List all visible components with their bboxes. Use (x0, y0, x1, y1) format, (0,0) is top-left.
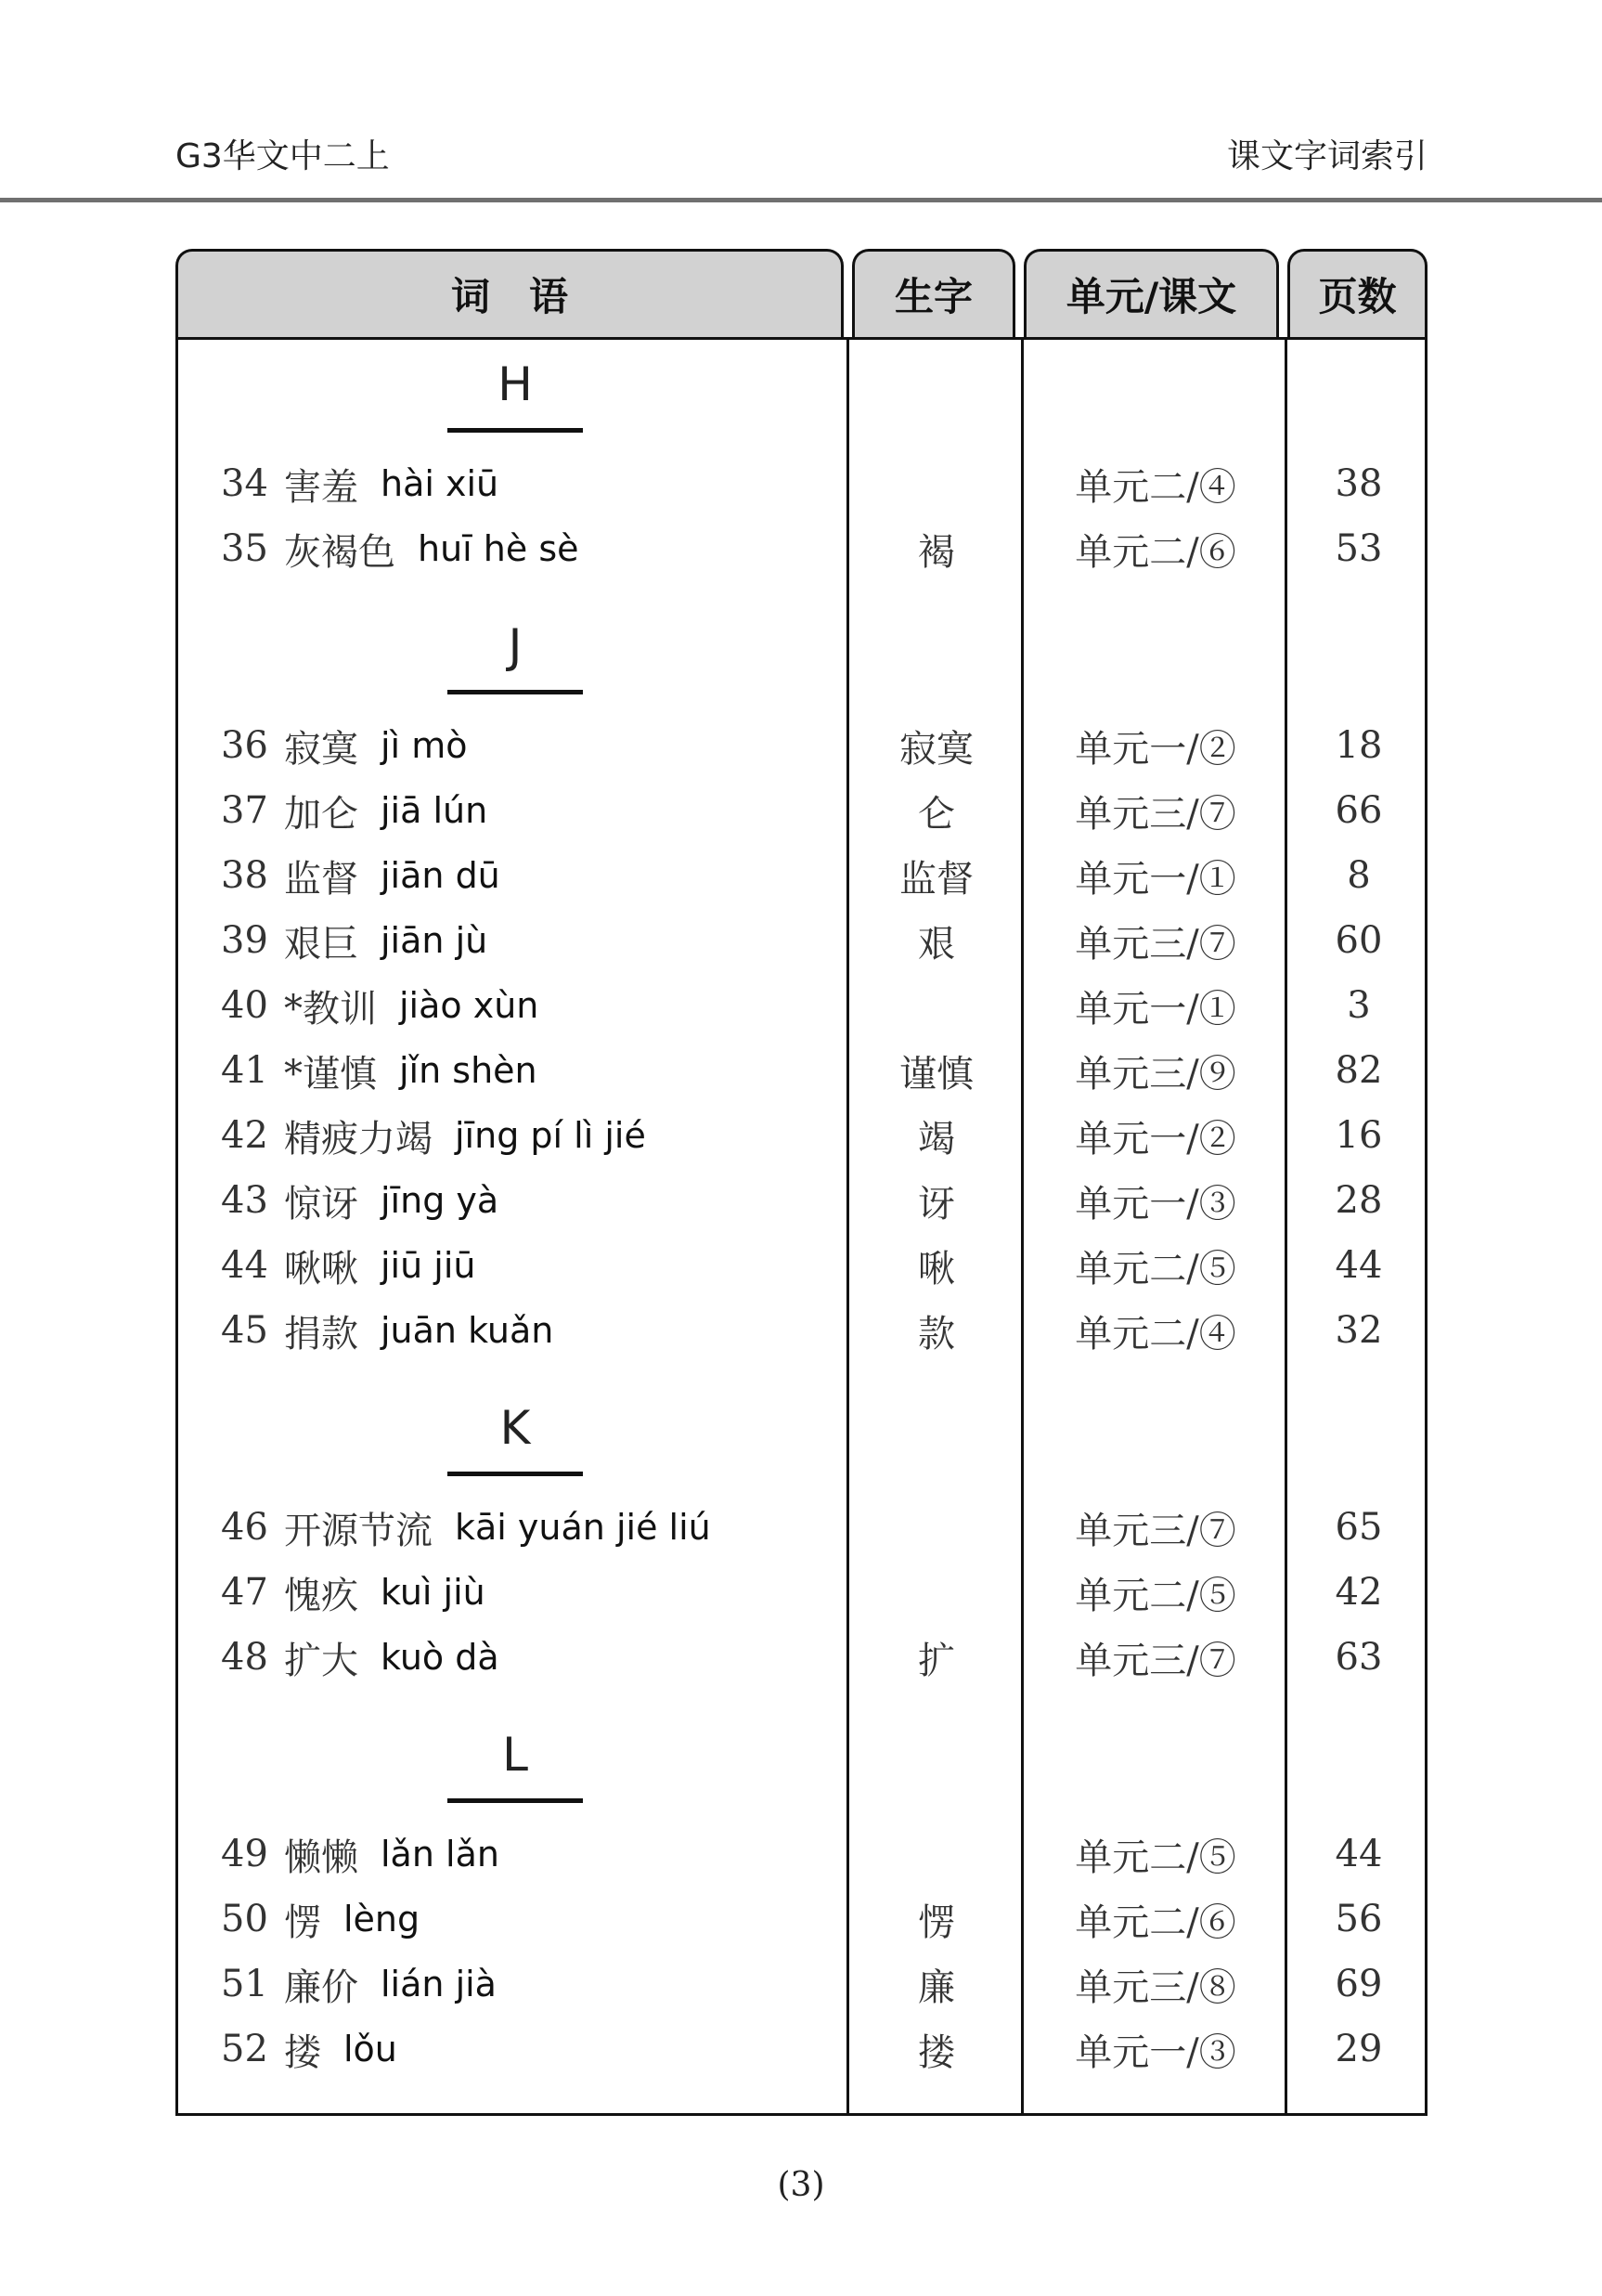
section-heading (178, 1363, 1425, 1495)
entry-pinyin: jīng pí lì jié (455, 1115, 646, 1156)
entry-pinyin: jiān dū (381, 855, 500, 896)
section-title: 课文字词索引 (1226, 137, 1428, 175)
entry-word: 灰褐色 (284, 530, 395, 574)
table-row (178, 1495, 1425, 1560)
entry-pinyin: lèng (343, 1899, 420, 1939)
new-character-cell: 仑 (918, 792, 955, 836)
entry-number: 50 (221, 1898, 268, 1940)
entry-pinyin: juān kuǎn (381, 1310, 554, 1351)
letter-underline (447, 428, 583, 433)
table-row (178, 1887, 1425, 1952)
entry-pinyin: kāi yuán jié liú (455, 1507, 711, 1548)
book-title: G3华文中二上 (175, 137, 390, 175)
page-cell: 66 (1335, 789, 1383, 832)
entry-pinyin: lǎn lǎn (381, 1834, 499, 1874)
entry-word: 捐款 (284, 1312, 358, 1356)
table-row (178, 1103, 1425, 1168)
unit-lesson-cell: 单元二/⑥ (1075, 530, 1236, 574)
table-row (178, 1298, 1425, 1363)
entry-number: 41 (221, 1049, 268, 1092)
page-cell: 29 (1335, 2028, 1383, 2070)
entry-number: 42 (221, 1114, 268, 1157)
table-row (178, 516, 1425, 581)
unit-lesson-cell: 单元三/⑦ (1075, 792, 1236, 836)
page-cell: 38 (1335, 462, 1383, 505)
entry-pinyin: huī hè sè (418, 528, 579, 569)
column-header-page: 页数 (1287, 249, 1428, 337)
table-row (178, 2017, 1425, 2082)
page-cell: 60 (1335, 919, 1383, 962)
unit-lesson-cell: 单元一/③ (1075, 2030, 1236, 2074)
entry-number: 47 (221, 1571, 268, 1614)
entry-number: 46 (221, 1506, 268, 1549)
unit-lesson-cell: 单元二/④ (1075, 1312, 1236, 1356)
word-cell (178, 1958, 849, 2011)
entry-word: 害羞 (284, 465, 358, 509)
new-character-cell: 讶 (918, 1182, 955, 1226)
unit-lesson-cell: 单元三/⑨ (1075, 1052, 1236, 1096)
unit-lesson-cell: 单元三/⑦ (1075, 922, 1236, 966)
page-cell: 44 (1335, 1244, 1383, 1287)
word-cell (178, 1566, 849, 1619)
unit-lesson-cell: 单元二/⑤ (1075, 1247, 1236, 1291)
section-letter: K (499, 1401, 531, 1455)
entry-word: 监督 (284, 857, 358, 901)
page-cell: 28 (1335, 1179, 1383, 1222)
new-character-cell: 褐 (918, 530, 955, 574)
entry-number: 48 (221, 1636, 268, 1679)
letter-underline (447, 1798, 583, 1803)
entry-pinyin: kuì jiù (381, 1572, 485, 1613)
word-cell (178, 458, 849, 511)
table-row (178, 1233, 1425, 1298)
new-character-cell: 扩 (918, 1639, 955, 1682)
entry-word: 加仑 (284, 792, 358, 836)
index-table (175, 337, 1428, 2116)
table-row (178, 1952, 1425, 2017)
word-cell (178, 1828, 849, 1881)
entry-number: 38 (221, 854, 268, 897)
section-heading (178, 581, 1425, 713)
entry-pinyin: lǒu (343, 2029, 397, 2069)
word-cell (178, 1174, 849, 1227)
word-cell (178, 1501, 849, 1554)
unit-lesson-cell: 单元二/⑤ (1075, 1836, 1236, 1879)
unit-lesson-cell: 单元二/⑤ (1075, 1574, 1236, 1617)
entry-word: 精疲力竭 (284, 1117, 433, 1161)
entry-word: 懒懒 (284, 1836, 358, 1879)
new-character-cell: 谨慎 (899, 1052, 974, 1096)
page-cell: 8 (1347, 854, 1371, 897)
word-cell (178, 2023, 849, 2076)
entry-word: 艰巨 (284, 922, 358, 966)
new-character-cell: 竭 (918, 1117, 955, 1161)
entry-pinyin: jì mò (381, 725, 468, 766)
new-character-cell: 款 (918, 1312, 955, 1356)
entry-number: 49 (221, 1833, 268, 1875)
new-character-cell: 廉 (918, 1965, 955, 2009)
new-character-cell: 艰 (918, 922, 955, 966)
page-cell: 42 (1335, 1571, 1383, 1614)
page-cell: 56 (1335, 1898, 1383, 1940)
unit-lesson-cell: 单元一/① (1075, 987, 1236, 1031)
section-heading (178, 340, 1425, 451)
entry-number: 43 (221, 1179, 268, 1222)
table-content (178, 340, 1425, 2082)
word-cell (178, 1044, 849, 1097)
entry-word: 搂 (284, 2030, 321, 2074)
letter-underline (447, 1472, 583, 1476)
entry-number: 45 (221, 1309, 268, 1352)
column-header-unit-lesson: 单元/课文 (1024, 249, 1279, 337)
section-letter: J (508, 619, 523, 673)
entry-pinyin: jīng yà (381, 1180, 499, 1221)
unit-lesson-cell: 单元一/③ (1075, 1182, 1236, 1226)
word-cell (178, 850, 849, 902)
new-character-cell: 监督 (899, 857, 974, 901)
page-cell: 18 (1335, 724, 1383, 767)
table-row (178, 908, 1425, 973)
new-character-cell: 搂 (918, 2030, 955, 2074)
word-cell (178, 785, 849, 837)
unit-lesson-cell: 单元二/⑥ (1075, 1900, 1236, 1944)
entry-number: 51 (221, 1963, 268, 2005)
entry-word: 愣 (284, 1900, 321, 1944)
section-heading (178, 1690, 1425, 1822)
entry-pinyin: jiā lún (381, 790, 488, 831)
entry-number: 40 (221, 984, 268, 1027)
word-cell (178, 979, 849, 1032)
word-cell (178, 1109, 849, 1162)
unit-lesson-cell: 单元一/② (1075, 727, 1236, 771)
entry-number: 34 (221, 462, 268, 505)
table-row (178, 973, 1425, 1038)
unit-lesson-cell: 单元三/⑦ (1075, 1509, 1236, 1552)
page-cell: 3 (1347, 984, 1371, 1027)
entry-number: 44 (221, 1244, 268, 1287)
entry-pinyin: jǐn shèn (399, 1050, 537, 1091)
column-header-characters: 生字 (852, 249, 1015, 337)
entry-number: 52 (221, 2028, 268, 2070)
page-cell: 16 (1335, 1114, 1383, 1157)
unit-lesson-cell: 单元二/④ (1075, 465, 1236, 509)
word-cell (178, 1631, 849, 1684)
table-row (178, 713, 1425, 778)
table-row (178, 778, 1425, 843)
entry-word: 寂寞 (284, 727, 358, 771)
word-cell (178, 1304, 849, 1357)
entry-word: 啾啾 (284, 1247, 358, 1291)
table-row (178, 1625, 1425, 1690)
letter-underline (447, 690, 583, 694)
entry-word: 惊讶 (284, 1182, 358, 1226)
column-header-words: 词 语 (175, 249, 844, 337)
entry-pinyin: jiào xùn (399, 985, 539, 1026)
word-cell (178, 1893, 849, 1946)
new-character-cell: 愣 (918, 1900, 955, 1944)
entry-word: *教训 (284, 987, 377, 1031)
entry-number: 39 (221, 919, 268, 962)
table-row (178, 843, 1425, 908)
page-cell: 69 (1335, 1963, 1383, 2005)
table-row (178, 1822, 1425, 1887)
entry-number: 35 (221, 527, 268, 570)
page-number: (3) (777, 2166, 825, 2204)
page-cell: 53 (1335, 527, 1383, 570)
table-row (178, 1038, 1425, 1103)
table-row (178, 1560, 1425, 1625)
entry-number: 37 (221, 789, 268, 832)
word-cell (178, 915, 849, 967)
unit-lesson-cell: 单元三/⑧ (1075, 1965, 1236, 2009)
page-cell: 82 (1335, 1049, 1383, 1092)
entry-pinyin: lián jià (381, 1964, 497, 2004)
entry-word: *谨慎 (284, 1052, 377, 1096)
new-character-cell: 寂寞 (899, 727, 974, 771)
entry-pinyin: kuò dà (381, 1637, 499, 1678)
section-letter: L (502, 1728, 528, 1782)
entry-pinyin: hài xiū (381, 463, 499, 504)
section-letter: H (497, 357, 533, 411)
entry-pinyin: jiū jiū (381, 1245, 476, 1286)
page-cell: 44 (1335, 1833, 1383, 1875)
entry-pinyin: jiān jù (381, 920, 488, 961)
unit-lesson-cell: 单元三/⑦ (1075, 1639, 1236, 1682)
table-row (178, 451, 1425, 516)
table-row (178, 1168, 1425, 1233)
new-character-cell: 啾 (918, 1247, 955, 1291)
entry-word: 扩大 (284, 1639, 358, 1682)
word-cell (178, 1239, 849, 1292)
unit-lesson-cell: 单元一/② (1075, 1117, 1236, 1161)
word-cell (178, 720, 849, 772)
entry-word: 开源节流 (284, 1509, 433, 1552)
entry-word: 廉价 (284, 1965, 358, 2009)
page-cell: 63 (1335, 1636, 1383, 1679)
entry-number: 36 (221, 724, 268, 767)
unit-lesson-cell: 单元一/① (1075, 857, 1236, 901)
page-cell: 32 (1335, 1309, 1383, 1352)
page-cell: 65 (1335, 1506, 1383, 1549)
word-cell (178, 523, 849, 576)
header-divider (0, 198, 1602, 202)
entry-word: 愧疚 (284, 1574, 358, 1617)
